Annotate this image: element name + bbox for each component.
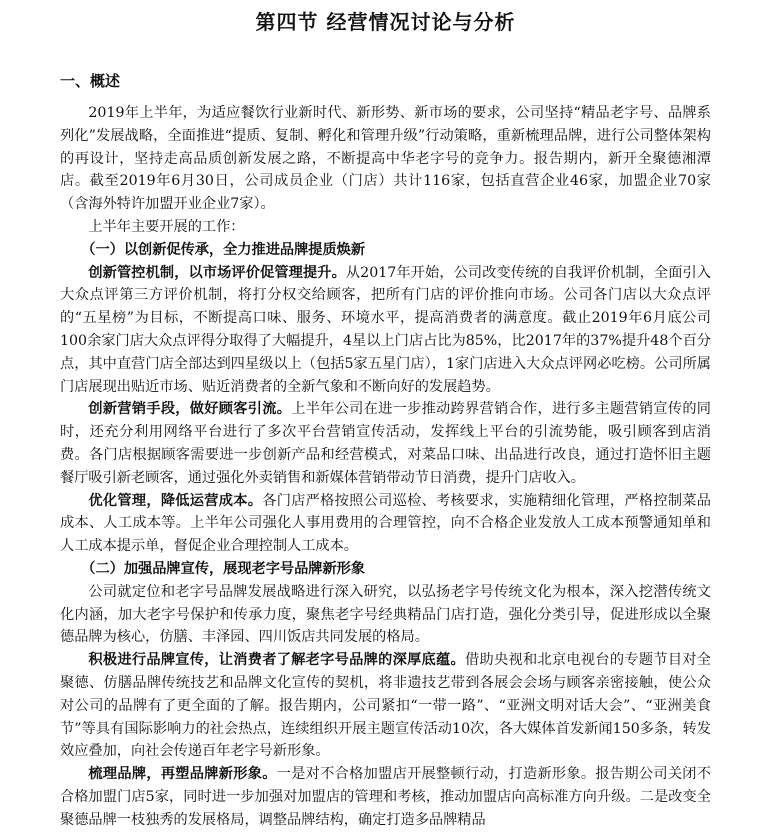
- paragraph-cost: [60, 490, 711, 558]
- paragraph-market-evaluation: [60, 262, 711, 399]
- paragraph-lead: 创新管控机制，以市场评价促管理提升。: [88, 264, 346, 281]
- work-intro-paragraph: 上半年主要开展的工作：: [88, 218, 245, 235]
- paragraph-body: 一是对不合格加盟店开展整顿行动，打造新形象。报告期公司关闭不合格加盟门店5家，同时进一步加强对加盟店的管理和考核，推动加盟店向高标准方向升级。二是改变全聚德品牌一枝独秀的发展格局，调整品牌结构，确定打造多品牌精品: [60, 766, 711, 828]
- paragraph-brand-promotion: [60, 649, 711, 763]
- paragraph-body: 借助央视和北京电视台的专题节目对全聚德、仿膳品牌传统技艺和品牌文化宣传的契机，将非遗技艺带到各展会会场与顾客亲密接触，使公众对公司的品牌有了更全面的了解。报告期内，公司紧扣“一带一路”、“亚洲文明对话大会”、“亚洲美食节”等具有国际影响力的社会热点，连续组织开展主题宣传活动10次，各大媒体首发新闻150多条，转发效应叠加，向社会传递百年老字号新形象。: [60, 652, 711, 760]
- paragraph-body: 从2017年开始，公司改变传统的自我评价机制，全面引入大众点评第三方评价机制，将打分权交给顾客，把所有门店的评价推向市场。公司各门店以大众点评的“五星榜”为目标，不断提高口味、服务、环境水平，提高消费者的满意度。截止2019年6月底公司100余家门店大众点评得分取得了大幅提升，4星以上门店占比为85%，比2017年的37%提升48个百分点，其中直营门店全部达到四星级以上（包括5家五星门店），1家门店进入大众点评网必吃榜。公司所属门店展现出贴近市场、贴近消费者的全新气象和不断向好的发展趋势。: [60, 264, 711, 395]
- intro-paragraph: 2019年上半年，为适应餐饮行业新时代、新形势、新市场的要求，公司坚持“精品老字号、品牌系列化”发展战略，全面推进“提质、复制、孵化和管理升级”行动策略，重新梳理品牌，进行公司整体架构的再设计，坚持走高品质创新发展之路，不断提高中华老字号的竞争力。报告期内，新开全聚德湘潭店。截至2019年6月30日，公司成员企业（门店）共计116家，包括直营企业46家，加盟企业70家（含海外特许加盟开业企业7家）。: [60, 105, 711, 213]
- paragraph-lead: 创新营销手段，做好顾客引流。: [88, 401, 292, 418]
- paragraph-body: 上半年公司在进一步推动跨界营销合作，进行多主题营销宣传的同时，还充分利用网络平台进行了多次平台营销宣传活动，发挥线上平台的引流势能，吸引顾客到店消费。各门店根据顾客需要进一步创新产品和经营模式，对菜品口味、出品进行改良，通过打造怀旧主题餐厅吸引新老顾客，通过强化外卖销售和新媒体营销带动节日消费，提升门店收入。: [60, 401, 711, 486]
- paragraph-body: 各门店严格按照公司巡检、考核要求，实施精细化管理，严格控制菜品成本、人工成本等。上半年公司强化人事用费用的合理管控，向不合格企业发放人工成本预警通知单和人工成本提示单，督促企业合理控制人工成本。: [60, 492, 711, 555]
- section-heading: 一、概述: [60, 72, 121, 90]
- paragraph-brand-strategy: 公司就定位和老字号品牌发展战略进行深入研究，以弘扬老字号传统文化为根本，深入挖潜传统文化内涵，加大老字号保护和传承力度，聚焦老字号经典精品门店打造，强化分类引导，促进形成以全聚德品牌为核心，仿膳、丰泽园、四川饭店共同发展的格局。: [60, 583, 711, 646]
- page-title: 第四节 经营情况讨论与分析: [255, 10, 516, 34]
- subheading-1: （一）以创新促传承，全力推进品牌提质焕新: [81, 241, 366, 258]
- paragraph-brand-reshape: [60, 763, 711, 831]
- paragraph-marketing: [60, 398, 711, 489]
- paragraph-lead: 优化管理，降低运营成本。: [88, 492, 263, 509]
- subheading-2: （二）加强品牌宣传，展现老字号品牌新形象: [81, 560, 366, 577]
- paragraph-lead: 积极进行品牌宣传，让消费者了解老字号品牌的深厚底蕴。: [88, 652, 466, 669]
- paragraph-lead: 梳理品牌，再塑品牌新形象。: [88, 766, 277, 783]
